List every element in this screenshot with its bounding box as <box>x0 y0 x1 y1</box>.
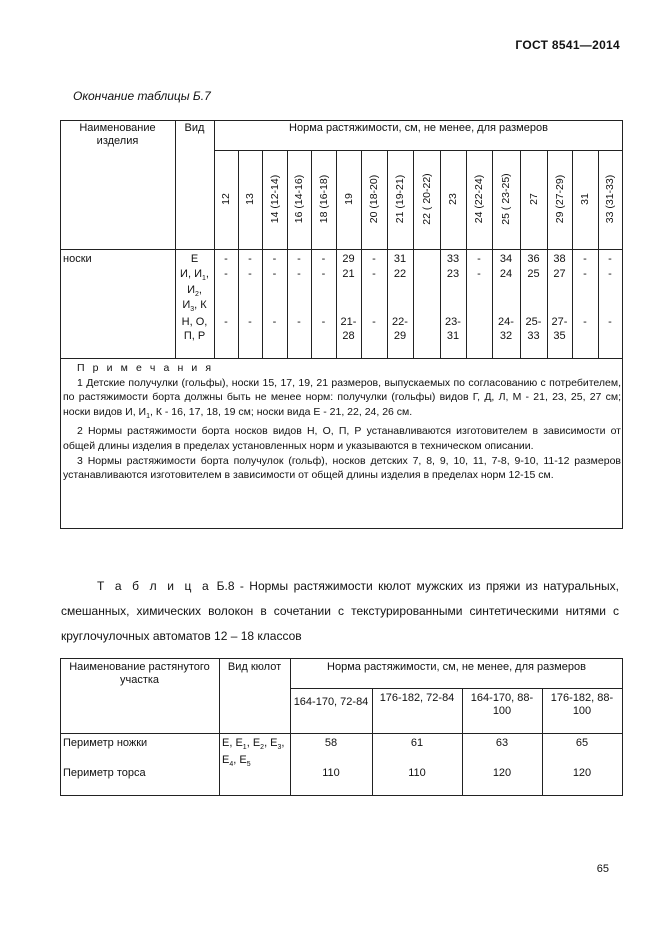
row-kind-line: Н, О, <box>181 316 208 328</box>
table-rule <box>60 658 623 659</box>
size-header: 14 (12-14) <box>268 174 281 224</box>
table-rule <box>60 358 623 359</box>
table-cell: - <box>372 253 376 265</box>
row-kind-line: П, Р <box>183 330 206 342</box>
table-cell: - <box>297 316 301 328</box>
row-part-leg: Периметр ножки <box>63 737 148 749</box>
table-cell: - <box>583 316 587 328</box>
table-rule <box>60 795 623 796</box>
table-cell: 33 <box>446 253 460 265</box>
size-header: 12 <box>220 193 232 205</box>
size-header: 20 (18-20) <box>368 174 380 224</box>
table-cell: - <box>272 253 277 265</box>
table-cell: 23 <box>446 268 460 280</box>
table-notes <box>63 361 621 483</box>
size-header: 33 (31-33) <box>604 174 616 224</box>
col-header-kind: Вид <box>184 122 205 134</box>
table-cell: 31 <box>393 253 407 265</box>
table-rule <box>290 688 623 689</box>
table-cell: - <box>477 268 481 280</box>
page-number: 65 <box>596 863 609 875</box>
size-header: 13 <box>244 193 256 205</box>
table-cell: - <box>272 316 277 328</box>
table-cell: 22 <box>393 268 407 280</box>
table-cell: 31 <box>446 330 460 342</box>
document-header: ГОСТ 8541—2014 <box>515 38 620 52</box>
table-cell: 36 <box>527 253 540 265</box>
value-leg-2: 61 <box>410 737 424 749</box>
note-1: 1 Детские получулки (гольфы), носки 15, 17, 19, 21 размеров, выпускаемых по согласованию с потребителем, по растяжимости борта должны быть не менее норм: получулки (гольфы) видов Г, Д, Л, М - 21, 23, 25, 27 см; носки видов И, $И_1$, К - 16, 17, 18, 19 см; носки вида Е - 21, 22, 24, 26 см. <box>63 376 621 420</box>
caption-text: Б.8 - Нормы растяжимости кюлот мужских из пряжи из натуральных, смешанных, химических волокон в сочетании с текстурированными синтетическими нитями с круглочулочных автоматов 12 – 18 классов <box>61 579 619 643</box>
table-cell: - <box>477 253 481 265</box>
value-leg-4: 65 <box>575 737 589 749</box>
table-cell: - <box>321 253 326 265</box>
table-cell: - <box>608 268 612 280</box>
col-header-norm: Норма растяжимости, см, не менее, для размеров <box>289 122 548 134</box>
value-leg-1: 58 <box>324 737 338 749</box>
table-cell: 22- <box>392 316 408 328</box>
table-cell: 24 <box>499 268 513 280</box>
row-item-socks: носки <box>63 253 92 265</box>
table-cell: - <box>224 316 228 328</box>
size-header: 18 (16-18) <box>317 174 330 224</box>
table-cell: - <box>224 268 228 280</box>
table-cell: - <box>248 253 252 265</box>
table-cell: - <box>583 268 587 280</box>
table-rule <box>60 120 623 121</box>
size-header: 31 <box>579 193 591 205</box>
size-header: 25 ( 23-25) <box>500 173 512 225</box>
row-kind-line: $И_2$, <box>187 284 202 299</box>
size-header: 19 <box>342 193 355 205</box>
table-cell: 27 <box>553 268 566 280</box>
value-torso-3: 120 <box>492 767 512 779</box>
col-header-kind: Вид кюлот <box>227 661 282 673</box>
row-kind-line: $И_3$, К <box>182 299 207 314</box>
row-kind-line: И, $И_1$, <box>180 268 209 283</box>
table-b8-caption <box>61 574 619 649</box>
table-cell: 35 <box>553 330 566 342</box>
table-rule <box>214 150 623 151</box>
col-header-item: Наименование изделия <box>79 122 156 147</box>
table-cell: - <box>608 253 612 265</box>
table-cell: 34 <box>499 253 513 265</box>
table-cell: 27- <box>551 316 568 328</box>
table-cell: - <box>583 253 587 265</box>
value-torso-4: 120 <box>572 767 592 779</box>
table-cell: - <box>224 253 228 265</box>
table-cell: - <box>321 316 326 328</box>
table-cell: 21 <box>342 268 355 280</box>
table-cell: 28 <box>342 330 355 342</box>
table-rule <box>622 120 623 529</box>
table-rule <box>60 733 623 734</box>
notes-title: П р и м е ч а н и я <box>77 362 214 374</box>
size-header: 21 (19-21) <box>394 174 406 224</box>
table-cell: 25 <box>527 268 540 280</box>
value-torso-1: 110 <box>322 767 340 779</box>
table-cell: 29 <box>342 253 355 265</box>
table-continuation-label: Окончание таблицы Б.7 <box>73 89 211 103</box>
table-cell: - <box>372 316 376 328</box>
table-rule <box>60 528 623 529</box>
size-header: 24 (22-24) <box>473 174 485 224</box>
table-cell: - <box>608 316 612 328</box>
table-cell: 32 <box>499 330 513 342</box>
size-header: 16 (14-16) <box>293 174 305 224</box>
size-header-1: 164-170, 72-84 <box>293 696 369 708</box>
note-2: 2 Нормы растяжимости борта носков видов Н, О, П, Р устанавливаются изготовителем в зависимости от общей длины изделия в пределах установленных норм и указываются в техническом описании. <box>63 425 621 453</box>
size-header: 23 <box>447 193 459 205</box>
table-cell: 21- <box>340 316 357 328</box>
caption-label: Т а б л и ц а <box>97 579 212 593</box>
size-header-4: 176-182, 88-100 <box>550 692 614 717</box>
table-cell: 24- <box>498 316 514 328</box>
table-cell: - <box>248 316 252 328</box>
table-cell: 29 <box>393 330 407 342</box>
value-torso-2: 110 <box>408 767 426 779</box>
size-header-2: 176-182, 72-84 <box>379 692 455 704</box>
table-cell: - <box>248 268 252 280</box>
value-leg-3: 63 <box>495 737 509 749</box>
table-cell: 38 <box>553 253 566 265</box>
table-cell: - <box>297 253 301 265</box>
size-header: 22 ( 20-22) <box>420 173 433 225</box>
note-3: 3 Нормы растяжимости борта получулок (гольф), носков детских 7, 8, 9, 10, 11, 7-8, 9-10, 11-12 размеров устанавливаются изготовителем в зависимости от общей длины изделия в пределах норм 12-15 см. <box>63 454 621 482</box>
table-cell: - <box>297 268 301 280</box>
table-rule <box>219 658 220 796</box>
table-cell: - <box>321 268 326 280</box>
table-rule <box>60 249 623 250</box>
table-cell: 33 <box>527 330 540 342</box>
size-header: 29 (27-29) <box>553 174 566 224</box>
table-rule <box>413 150 414 359</box>
table-rule <box>60 120 61 529</box>
col-header-norm: Норма растяжимости, см, не менее, для размеров <box>327 661 586 673</box>
table-cell: 25- <box>525 316 542 328</box>
size-header: 27 <box>527 193 540 205</box>
table-rule <box>622 658 623 796</box>
col-header-part: Наименование растянутого участка <box>69 661 210 686</box>
table-cell: - <box>272 268 277 280</box>
row-part-torso: Периметр торса <box>63 767 146 779</box>
row-kind: Е, $Е_1$, $Е_2$, $Е_3$, $Е_4$, $Е_5$ <box>222 737 285 769</box>
table-cell: - <box>372 268 376 280</box>
size-header-3: 164-170, 88-100 <box>470 692 534 717</box>
row-kind-line: Е <box>190 253 199 265</box>
table-cell: 23- <box>445 316 461 328</box>
